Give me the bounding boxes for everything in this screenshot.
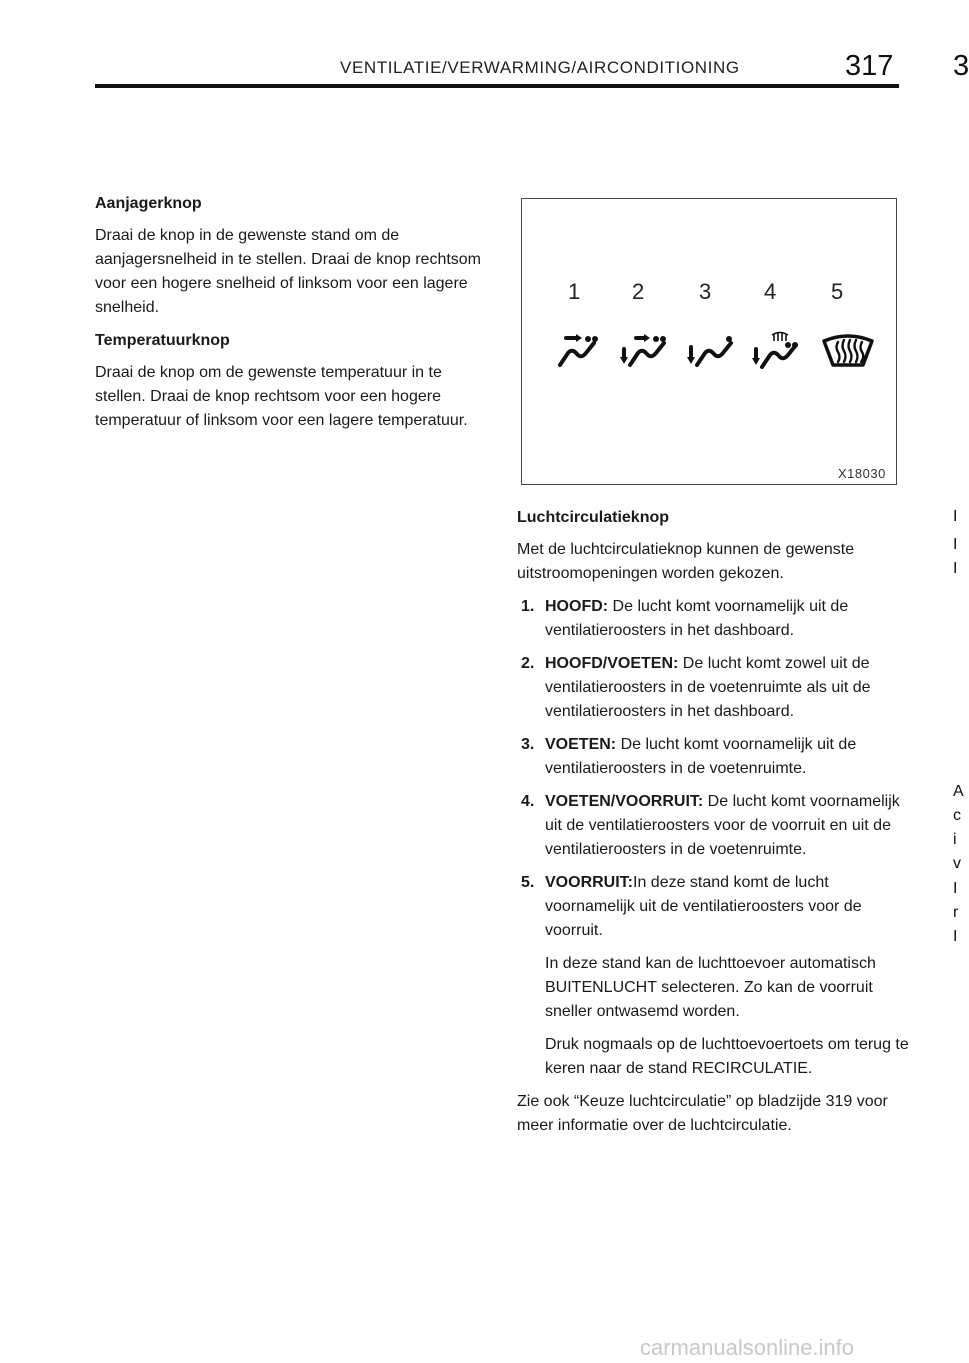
header-rule xyxy=(95,84,899,88)
figure-number-3: 3 xyxy=(699,279,712,304)
item-number: 2. xyxy=(521,655,535,672)
left-column xyxy=(95,192,490,442)
list-item xyxy=(517,595,912,643)
edge-fragment: r xyxy=(953,904,959,921)
item-text: De lucht komt voornamelijk uit de ventilatieroosters in het dashboard. xyxy=(545,598,849,639)
figure-number-4: 4 xyxy=(764,279,777,304)
list-item xyxy=(517,871,912,943)
edge-fragment-top: 3 xyxy=(953,50,969,82)
figure-code: X18030 xyxy=(838,466,886,481)
item-text: De lucht komt voornamelijk uit de ventilatieroosters in de voetenruimte. xyxy=(545,736,857,777)
item-label: HOOFD: xyxy=(545,598,609,615)
figure-number-2: 2 xyxy=(632,279,645,304)
windshield-defrost-icon xyxy=(819,329,877,374)
list-item xyxy=(517,790,912,862)
edge-fragment: I xyxy=(953,508,958,525)
header-title: VENTILATIE/VERWARMING/AIRCONDITIONING xyxy=(340,58,740,77)
edge-fragment: I xyxy=(953,560,958,577)
edge-fragment: i xyxy=(953,831,957,848)
edge-fragment: c xyxy=(953,807,961,824)
blower-knob-heading: Aanjagerknop xyxy=(95,195,202,212)
air-circulation-intro: Met de luchtcirculatieknop kunnen de gewenste uitstroomopeningen worden gekozen. xyxy=(517,541,855,582)
item-label: HOOFD/VOETEN: xyxy=(545,655,679,672)
right-column xyxy=(517,506,912,1147)
air-circulation-heading: Luchtcirculatieknop xyxy=(517,509,670,526)
figure-number-5: 5 xyxy=(831,279,844,304)
floor-vent-icon xyxy=(685,329,737,374)
item-number: 3. xyxy=(521,736,535,753)
face-vent-icon xyxy=(554,329,604,374)
list-item xyxy=(517,733,912,781)
edge-fragment: A xyxy=(953,783,964,800)
edge-fragment: I xyxy=(953,928,958,945)
floor-defrost-vent-icon xyxy=(750,329,804,374)
item-number: 4. xyxy=(521,793,535,810)
item-label: VOORRUIT: xyxy=(545,874,633,891)
blower-knob-text: Draai de knop in de gewenste stand om de aanjagersnelheid in te stellen. Draai de knop rechtsom voor een hogere snelheid of linksom voor een lagere snelheid. xyxy=(95,227,482,316)
edge-fragment: I xyxy=(953,880,958,897)
vent-mode-list xyxy=(517,595,912,943)
defrost-note-1: In deze stand kan de luchttoevoer automatisch BUITENLUCHT selecteren. Zo kan de voorruit sneller ontwasemd worden. xyxy=(545,955,876,1020)
item-text: De lucht komt zowel uit de ventilatieroosters in de voetenruimte als uit de ventilatieroosters in het dashboard. xyxy=(545,655,871,720)
edge-fragment: I xyxy=(953,536,958,553)
temperature-knob-heading: Temperatuurknop xyxy=(95,332,230,349)
item-label: VOETEN: xyxy=(545,736,617,753)
bi-level-vent-icon xyxy=(618,329,670,374)
page-number: 317 xyxy=(845,50,894,82)
item-text: In deze stand komt de lucht voornamelijk uit de ventilatieroosters voor de voorruit. xyxy=(545,874,862,939)
watermark: carmanualsonline.info xyxy=(640,1335,855,1360)
see-also-note: Zie ook “Keuze luchtcirculatie” op bladzijde 319 voor meer informatie over de luchtcirculatie. xyxy=(517,1093,888,1134)
list-item xyxy=(517,652,912,724)
item-number: 1. xyxy=(521,598,535,615)
defrost-note-2: Druk nogmaals op de luchttoevoertoets om terug te keren naar de stand RECIRCULATIE. xyxy=(545,1036,909,1077)
edge-fragment: v xyxy=(953,855,961,872)
item-label: VOETEN/VOORRUIT: xyxy=(545,793,704,810)
item-text: De lucht komt voornamelijk uit de ventilatieroosters voor de voorruit en uit de ventilatieroosters in de voetenruimte. xyxy=(545,793,900,858)
figure-number-1: 1 xyxy=(568,279,581,304)
temperature-knob-text: Draai de knop om de gewenste temperatuur in te stellen. Draai de knop rechtsom voor een hogere temperatuur of linksom voor een lagere temperatuur. xyxy=(95,364,468,429)
vent-mode-figure xyxy=(521,198,897,485)
item-number: 5. xyxy=(521,874,535,891)
